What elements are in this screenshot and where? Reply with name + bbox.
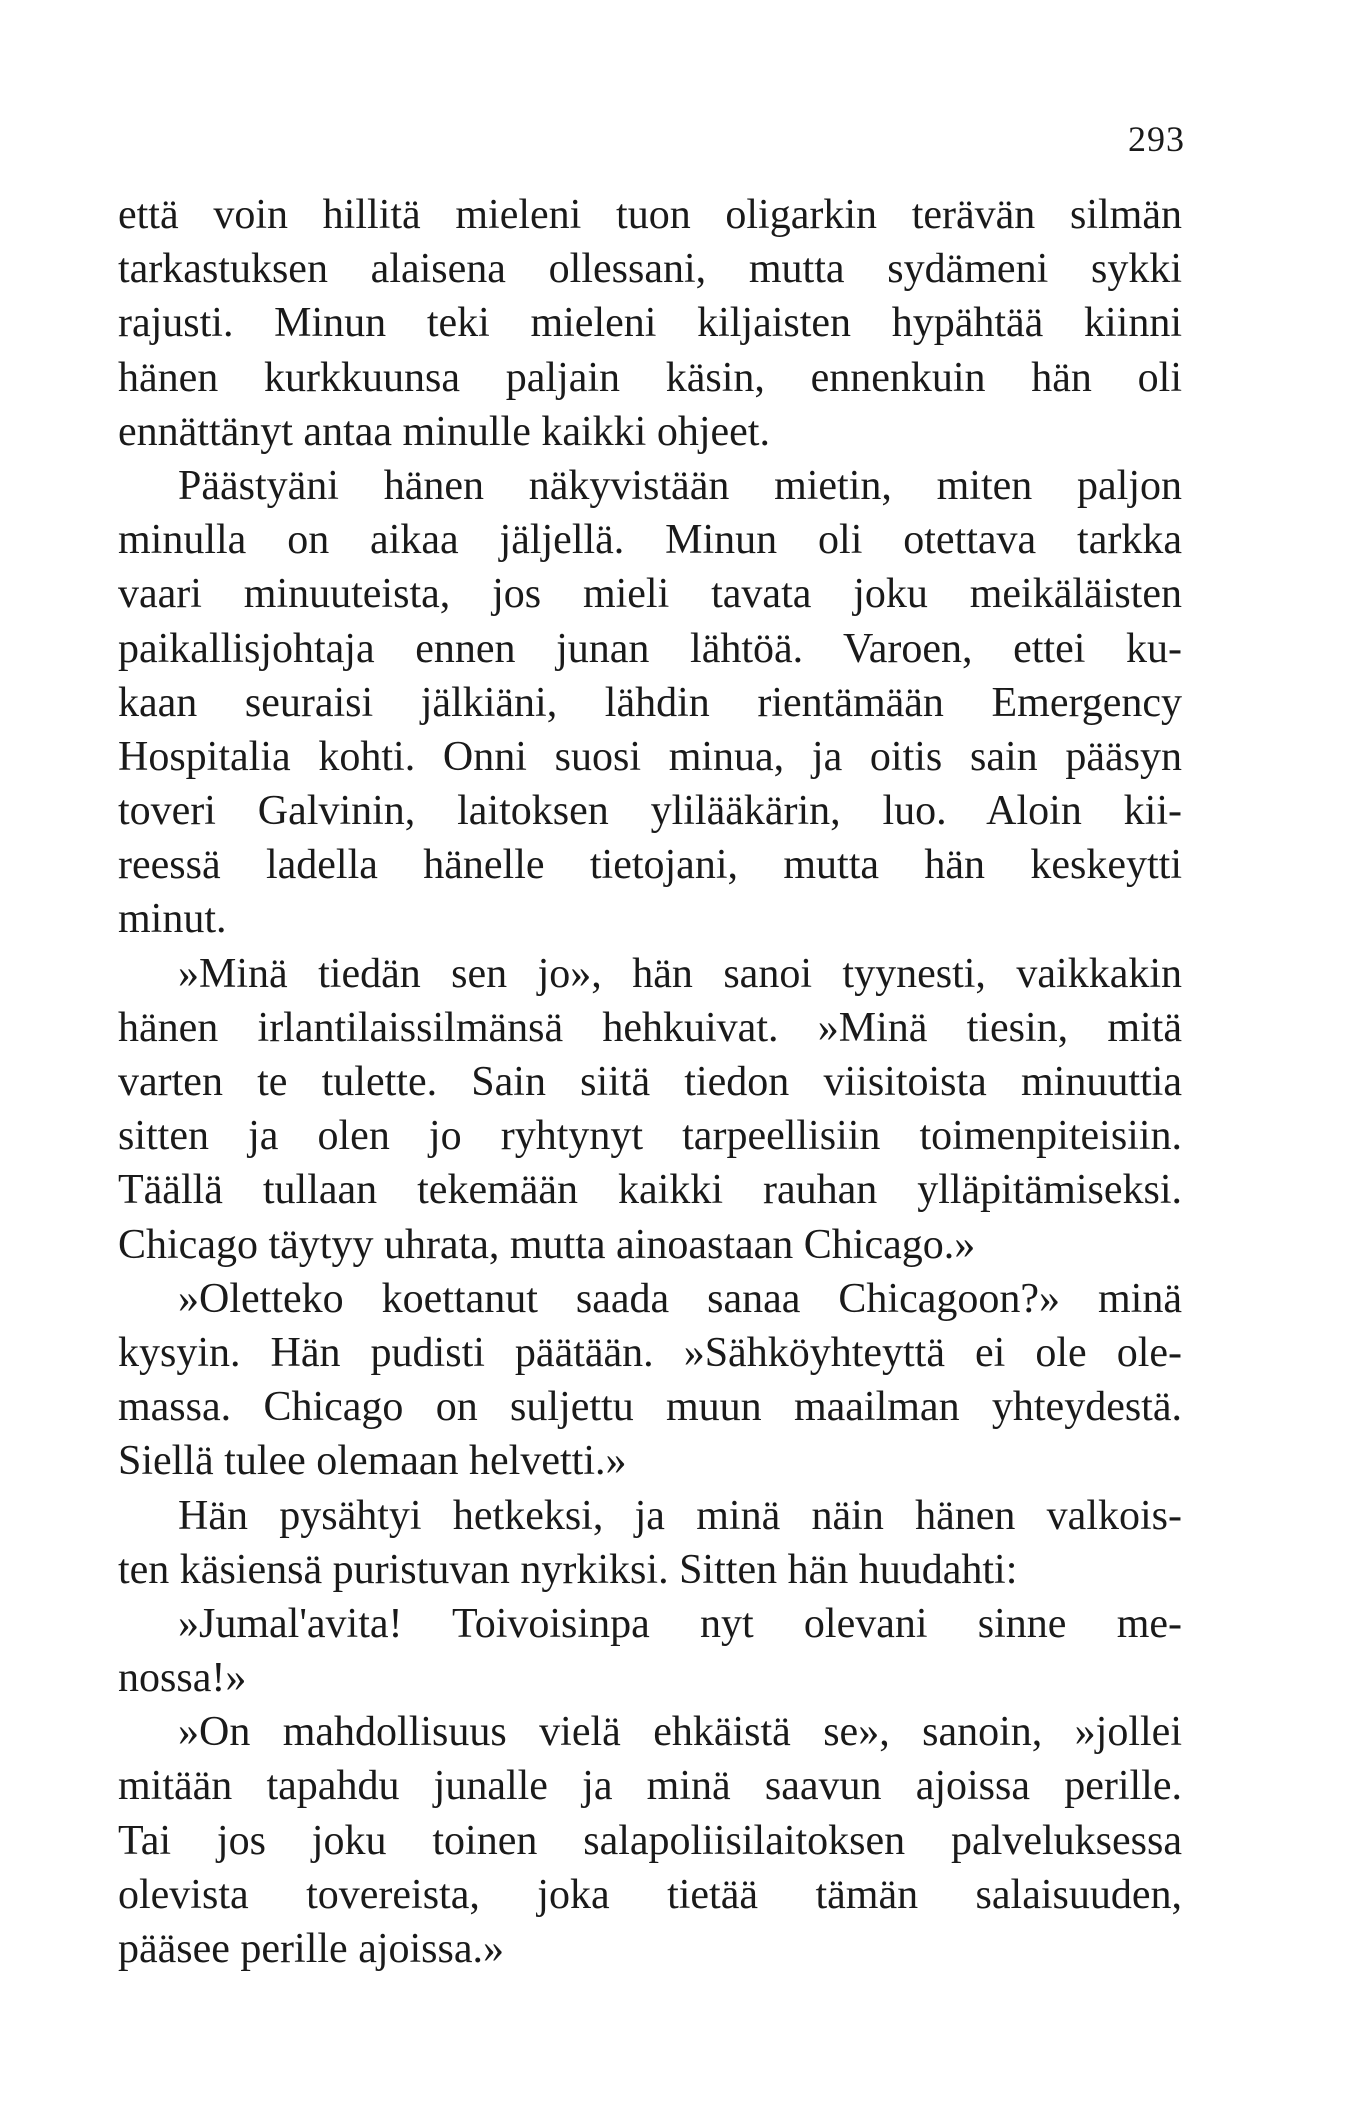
text-line: pääsee perille ajoissa.» bbox=[118, 1926, 504, 1972]
text-line: Tai jos joku toinen salapoliisilaitoksen palveluksessa bbox=[118, 1817, 1182, 1864]
text-line: minulla on aikaa jäljellä. Minun oli otettava tarkka bbox=[118, 517, 1182, 564]
text-line: Täällä tullaan tekemään kaikki rauhan ylläpitämiseksi. bbox=[118, 1167, 1182, 1214]
text-line: ten käsiensä puristuvan nyrkiksi. Sitten hän huudahti: bbox=[118, 1546, 1018, 1593]
text-line: »Jumal'avita! Toivoisinpa nyt olevani sinne me- bbox=[178, 1600, 1182, 1647]
text-line: »On mahdollisuus vielä ehkäistä se», sanoin, »jollei bbox=[178, 1709, 1182, 1756]
text-line: minut. bbox=[118, 896, 227, 943]
text-line: tarkastuksen alaisena ollessani, mutta sydämeni sykki bbox=[118, 246, 1182, 293]
text-line: varten te tulette. Sain siitä tiedon viisitoista minuuttia bbox=[118, 1059, 1182, 1105]
text-line: Hospitalia kohti. Onni suosi minua, ja oitis sain pääsyn bbox=[118, 733, 1182, 780]
text-line: että voin hillitä mieleni tuon oligarkin terävän silmän bbox=[118, 192, 1182, 238]
text-line: mitään tapahdu junalle ja minä saavun ajoissa perille. bbox=[118, 1763, 1182, 1810]
text-line: olevista tovereista, joka tietää tämän salaisuuden, bbox=[118, 1871, 1182, 1918]
text-line: Siellä tulee olemaan helvetti.» bbox=[118, 1438, 627, 1485]
text-line: nossa!» bbox=[118, 1655, 247, 1702]
text-line: sitten ja olen jo ryhtynyt tarpeellisiin toimenpiteisiin. bbox=[118, 1113, 1182, 1160]
text-line: Chicago täytyy uhrata, mutta ainoastaan Chicago.» bbox=[118, 1221, 976, 1268]
text-line: Päästyäni hänen näkyvistään mietin, miten paljon bbox=[178, 462, 1182, 509]
text-line: vaari minuuteista, jos mieli tavata joku meikäläisten bbox=[118, 571, 1182, 618]
text-line: hänen irlantilaissilmänsä hehkuivat. »Minä tiesin, mitä bbox=[118, 1004, 1182, 1051]
text-line: reessä ladella hänelle tietojani, mutta hän keskeytti bbox=[118, 842, 1182, 889]
body-text bbox=[118, 188, 1182, 1976]
text-line: »Minä tiedän sen jo», hän sanoi tyynesti, vaikkakin bbox=[178, 950, 1182, 997]
text-line: paikallisjohtaja ennen junan lähtöä. Varoen, ettei ku- bbox=[118, 625, 1182, 672]
page-number: 293 bbox=[1128, 119, 1185, 159]
text-line: »Oletteko koettanut saada sanaa Chicagoon?» minä bbox=[178, 1275, 1182, 1322]
text-line: Hän pysähtyi hetkeksi, ja minä näin hänen valkois- bbox=[178, 1492, 1182, 1539]
text-line: toveri Galvinin, laitoksen ylilääkärin, luo. Aloin kii- bbox=[118, 788, 1182, 835]
text-line: ennättänyt antaa minulle kaikki ohjeet. bbox=[118, 408, 770, 455]
text-line: hänen kurkkuunsa paljain käsin, ennenkuin hän oli bbox=[118, 354, 1182, 401]
text-line: kaan seuraisi jälkiäni, lähdin rientämään Emergency bbox=[118, 679, 1182, 726]
text-line: rajusti. Minun teki mieleni kiljaisten hypähtää kiinni bbox=[118, 300, 1182, 347]
text-line: massa. Chicago on suljettu muun maailman yhteydestä. bbox=[118, 1384, 1182, 1431]
text-line: kysyin. Hän pudisti päätään. »Sähköyhteyttä ei ole ole- bbox=[118, 1329, 1182, 1376]
